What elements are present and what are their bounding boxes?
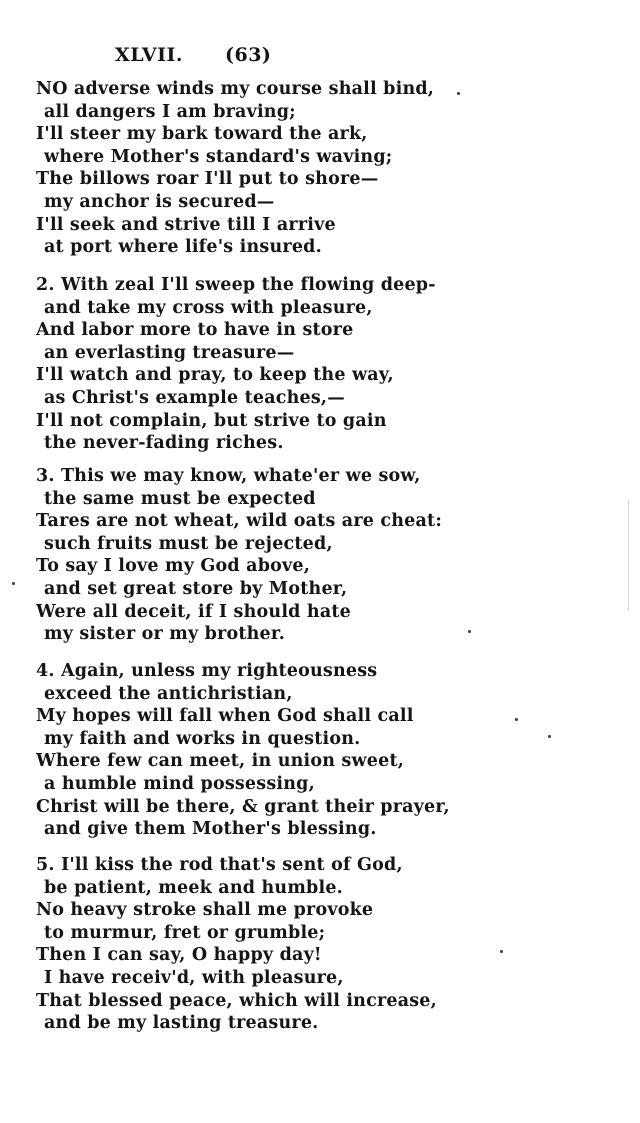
verse-line: such fruits must be rejected, [44,533,333,554]
verse-line: all dangers I am braving; [44,101,296,122]
ink-speck [515,718,518,721]
verse-line: to murmur, fret or grumble; [44,922,326,943]
verse-line: my anchor is secured— [44,192,275,212]
verse-line: The billows roar I'll put to shore— [36,169,379,190]
verse-line: 5. I'll kiss the rod that's sent of God, [36,855,403,875]
verse-line: the same must be expected [44,488,316,509]
verse-line: No heavy stroke shall me provoke [36,900,374,921]
ink-speck [457,92,460,95]
verse-line: I'll steer my bark toward the ark, [36,124,368,145]
verse-line: exceed the antichristian, [44,683,293,704]
ink-speck [548,735,551,738]
verse-line: I'll not complain, but strive to gain [36,410,387,431]
verse-line: at port where life's insured. [44,237,322,258]
verse-line: my sister or my brother. [44,624,285,645]
verse-line: 4. Again, unless my righteousness [36,661,378,681]
verse-line: NO adverse winds my course shall bind, [36,79,435,99]
verse-line: and be my lasting treasure. [44,1013,319,1034]
ink-speck [12,582,15,585]
verse-line: and set great store by Mother, [44,579,348,599]
verse-line: the never-fading riches. [44,433,284,454]
verse-line: Tares are not wheat, wild oats are cheat: [36,511,442,532]
verse-line: my faith and works in question. [44,728,361,749]
verse-line: 3. This we may know, whate'er we sow, [36,466,421,486]
verse-line: Christ will be there, & grant their prayer, [36,796,450,817]
verse-line: Where few can meet, in union sweet, [36,751,405,772]
verse-line: as Christ's example teaches,— [44,388,345,408]
verse-line: be patient, meek and humble. [44,877,343,898]
verse-line: I'll seek and strive till I arrive [36,214,336,235]
page-number: (63) [225,44,272,66]
verse-line: and give them Mother's blessing. [44,819,377,840]
verse-line: My hopes will fall when God shall call [36,706,414,727]
verse-line: That blessed peace, which will increase, [36,990,437,1011]
verse-line: I'll watch and pray, to keep the way, [36,365,394,386]
verse-line: And labor more to have in store [36,320,354,341]
verse-line: Then I can say, O happy day! [36,945,322,966]
verse-line: I have receiv'd, with pleasure, [44,968,344,988]
ink-speck [500,950,503,953]
verse-line: To say I love my God above, [36,556,310,577]
scan-edge-line [628,500,629,610]
verse-line: 2. With zeal I'll sweep the flowing deep- [36,275,436,295]
ink-speck [468,630,471,633]
verse-line: where Mother's standard's waving; [44,146,393,167]
verse-line: a humble mind possessing, [44,774,315,794]
hymn-number: XLVII. [115,44,183,66]
page-header [115,44,315,74]
verse-line: Were all deceit, if I should hate [36,601,351,622]
verse-line: and take my cross with pleasure, [44,297,373,318]
verse-line: an everlasting treasure— [44,342,295,363]
